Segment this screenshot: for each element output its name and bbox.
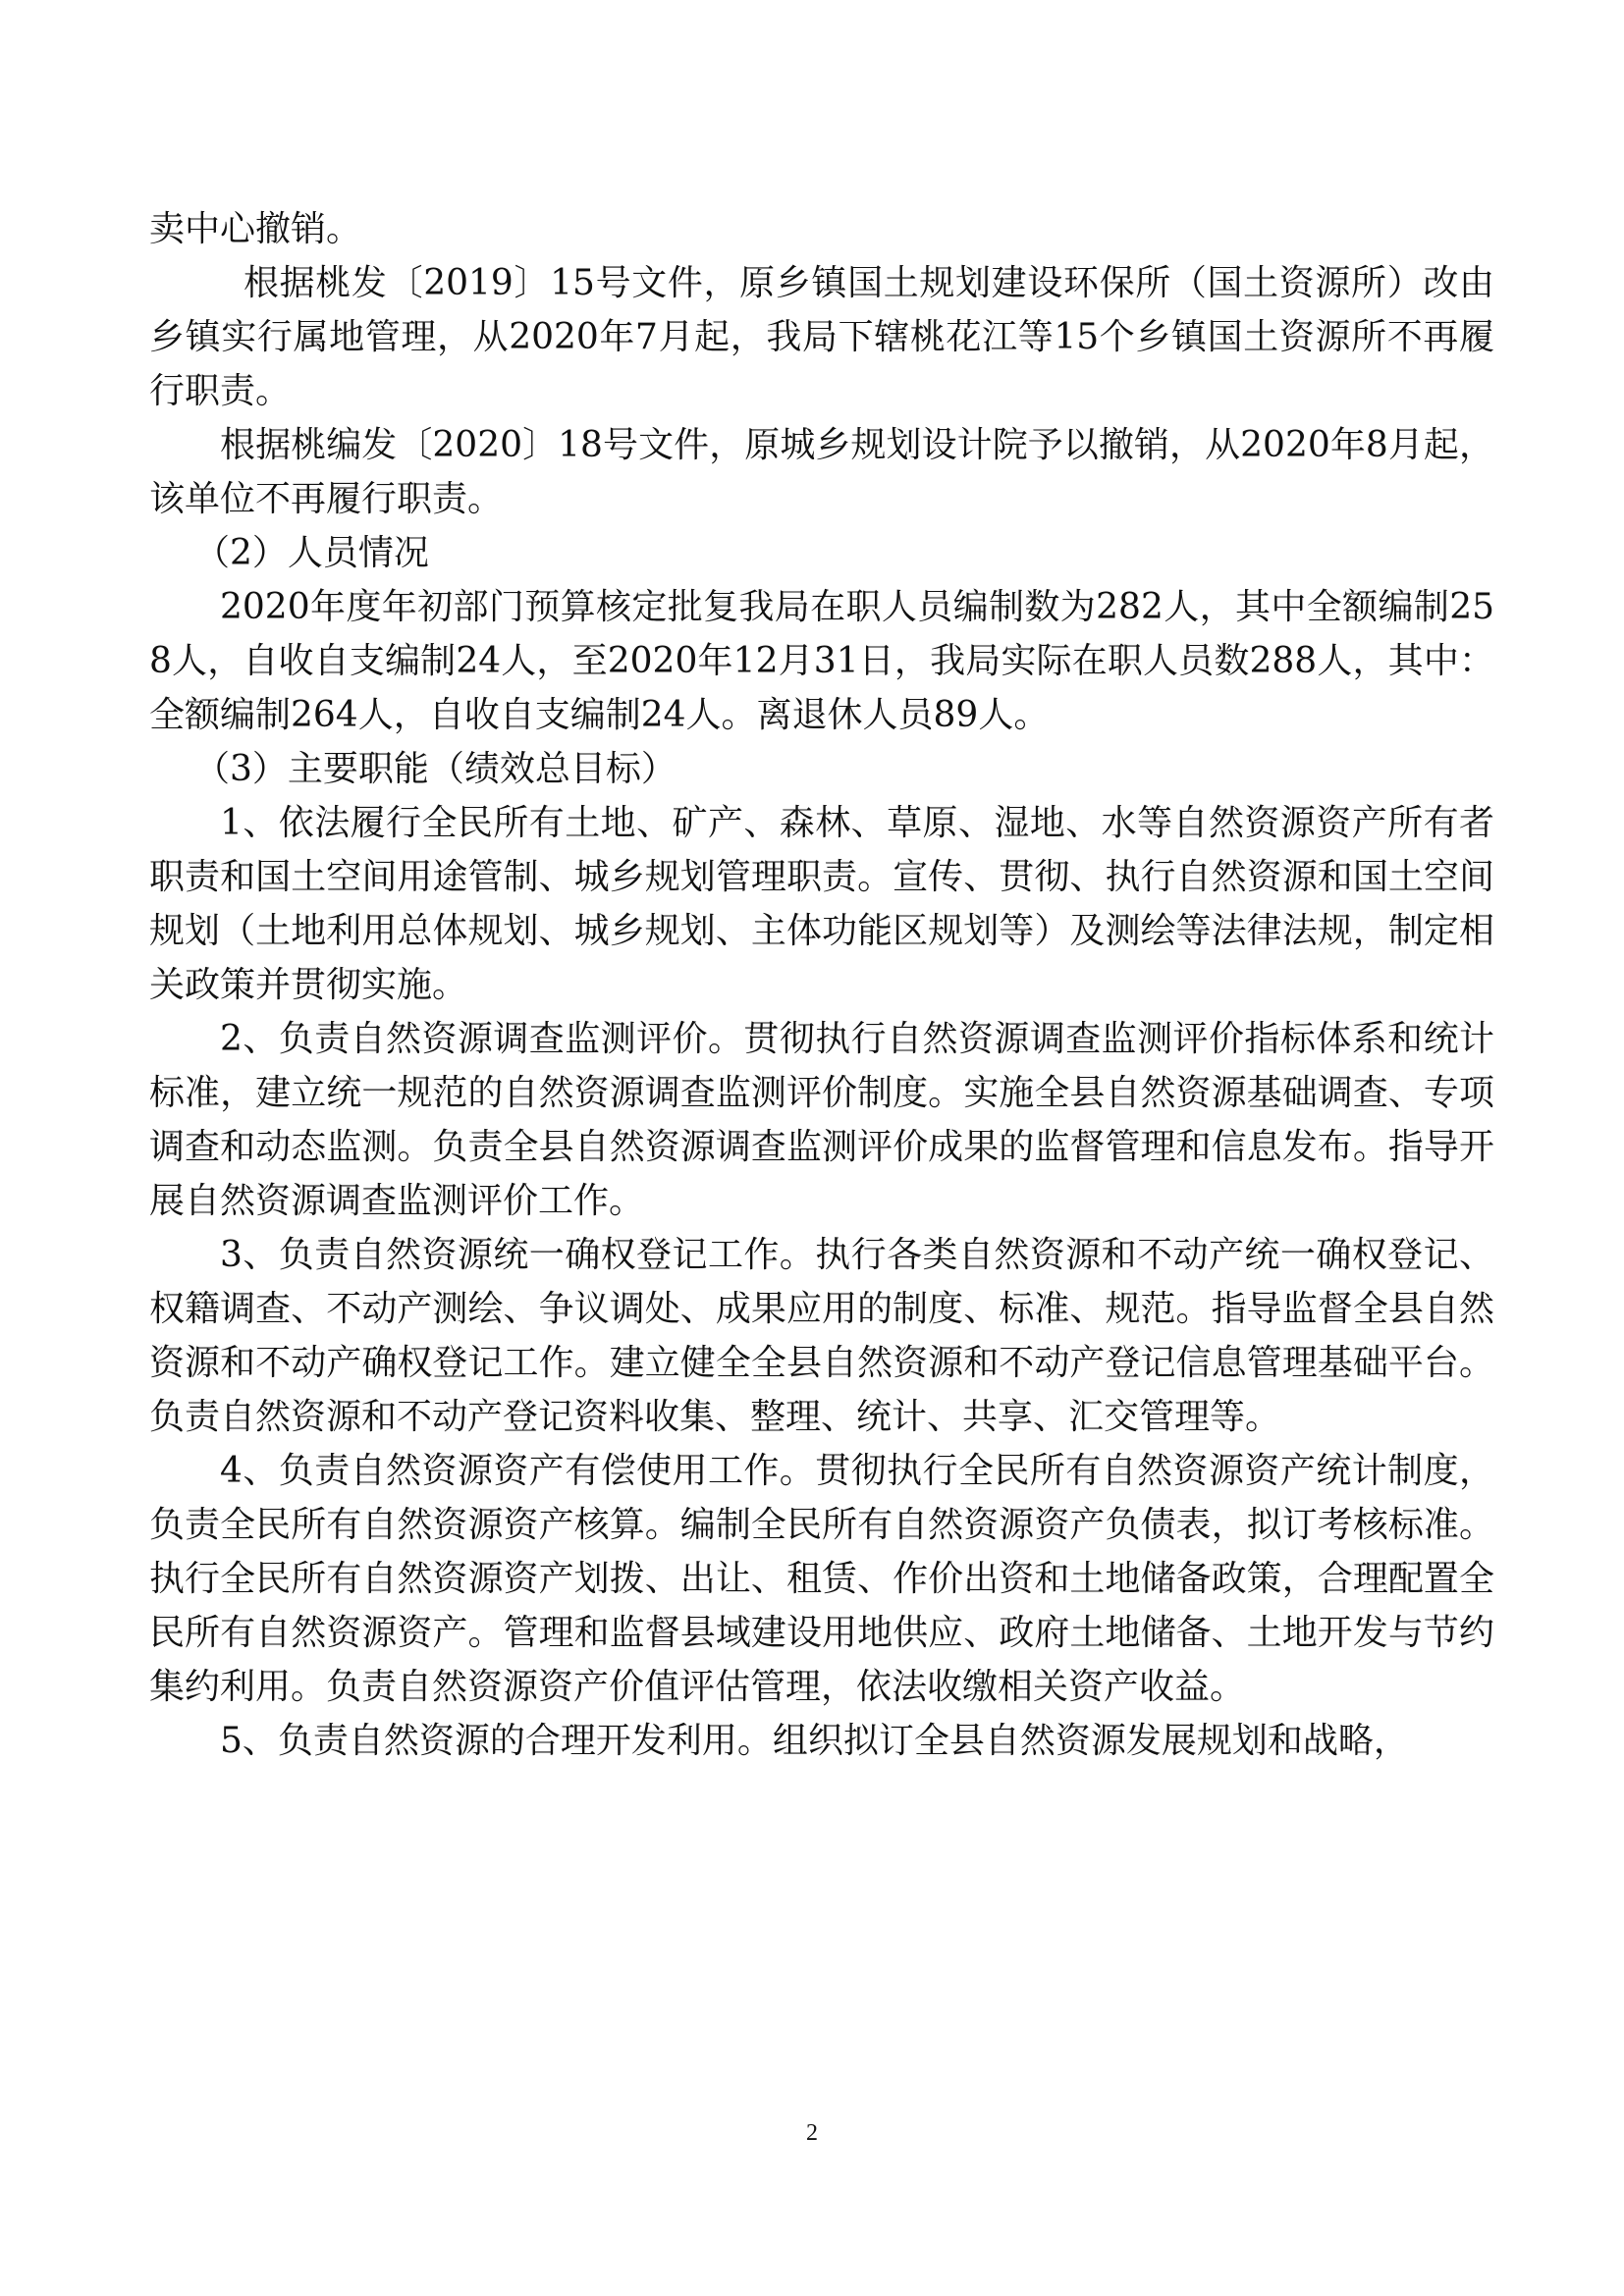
paragraph-taobianfa-2020-18: 根据桃编发〔2020〕18号文件，原城乡规划设计院予以撤销，从2020年8月起，该单位不再履行职责。 <box>149 425 1494 519</box>
page-number: 2 <box>806 2120 818 2146</box>
paragraph-continuation: 卖中心撤销。 <box>149 209 362 249</box>
paragraph-staffing: 2020年度年初部门预算核定批复我局在职人员编制数为282人，其中全额编制258人，自收自支编制24人，至2020年12月31日，我局实际在职人员数288人，其中：全额编制264人，自收自支编制24人。离退休人员89人。 <box>149 587 1494 735</box>
heading-main-functions: （3）主要职能（绩效总目标） <box>194 749 677 789</box>
paragraph-function-5: 5、负责自然资源的合理开发利用。组织拟订全县自然资源发展规划和战略， <box>220 1721 1409 1761</box>
document-body <box>149 202 1494 1768</box>
paragraph-taofa-2019-15: 根据桃发〔2019〕15号文件，原乡镇国土规划建设环保所（国土资源所）改由乡镇实行属地管理，从2020年7月起，我局下辖桃花江等15个乡镇国土资源所不再履行职责。 <box>149 263 1494 411</box>
paragraph-function-1: 1、依法履行全民所有土地、矿产、森林、草原、湿地、水等自然资源资产所有者职责和国土空间用途管制、城乡规划管理职责。宣传、贯彻、执行自然资源和国土空间规划（土地利用总体规划、城乡规划、主体功能区规划等）及测绘等法律法规，制定相关政策并贯彻实施。 <box>149 803 1494 1005</box>
paragraph-function-3: 3、负责自然资源统一确权登记工作。执行各类自然资源和不动产统一确权登记、权籍调查、不动产测绘、争议调处、成果应用的制度、标准、规范。指导监督全县自然资源和不动产确权登记工作。建立健全全县自然资源和不动产登记信息管理基础平台。负责自然资源和不动产登记资料收集、整理、统计、共享、汇交管理等。 <box>149 1235 1494 1437</box>
heading-staffing: （2）人员情况 <box>194 533 429 573</box>
paragraph-function-4: 4、负责自然资源资产有偿使用工作。贯彻执行全民所有自然资源资产统计制度，负责全民所有自然资源资产核算。编制全民所有自然资源资产负债表，拟订考核标准。执行全民所有自然资源资产划拨、出让、租赁、作价出资和土地储备政策，合理配置全民所有自然资源资产。管理和监督县域建设用地供应、政府土地储备、土地开发与节约集约利用。负责自然资源资产价值评估管理，依法收缴相关资产收益。 <box>149 1451 1494 1707</box>
paragraph-function-2: 2、负责自然资源调查监测评价。贯彻执行自然资源调查监测评价指标体系和统计标准，建立统一规范的自然资源调查监测评价制度。实施全县自然资源基础调查、专项调查和动态监测。负责全县自然资源调查监测评价成果的监督管理和信息发布。指导开展自然资源调查监测评价工作。 <box>149 1019 1494 1221</box>
